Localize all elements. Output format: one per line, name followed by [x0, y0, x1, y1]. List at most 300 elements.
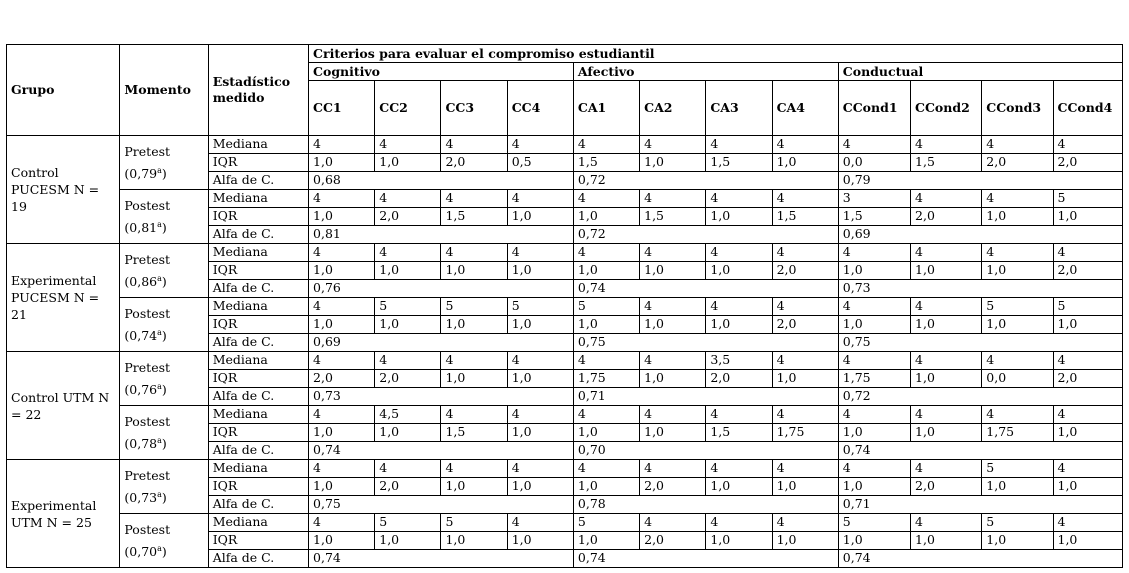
alfa-value-cell: 0,70	[573, 442, 838, 460]
mediana-value-cell: 4	[640, 514, 706, 532]
mediana-value-cell: 4	[838, 136, 910, 154]
statistic-label: IQR	[208, 424, 308, 442]
statistic-label: Alfa de C.	[208, 550, 308, 568]
moment-alpha-superscript: a	[157, 435, 162, 445]
mediana-value-cell: 4	[838, 298, 910, 316]
iqr-value-cell: 1,0	[838, 532, 910, 550]
moment-alpha-superscript: a	[157, 165, 162, 175]
iqr-value-cell: 2,0	[772, 316, 838, 334]
statistic-label: IQR	[208, 478, 308, 496]
dimension-header-afectivo: Afectivo	[573, 63, 838, 81]
moment-alpha-superscript: a	[157, 543, 162, 553]
moment-alpha-value: (0,81	[124, 219, 158, 235]
moment-alpha-close: )	[161, 543, 167, 559]
group-header: Grupo	[7, 45, 120, 136]
iqr-value-cell: 1,0	[772, 532, 838, 550]
iqr-value-cell: 2,0	[640, 532, 706, 550]
mediana-value-cell: 4	[507, 406, 573, 424]
mediana-value-cell: 4	[507, 244, 573, 262]
moment-cell	[120, 190, 208, 244]
statistic-header	[208, 45, 308, 136]
statistic-label: Mediana	[208, 136, 308, 154]
column-header-cc1: CC1	[309, 81, 375, 136]
iqr-value-cell: 1,0	[507, 262, 573, 280]
moment-header: Momento	[120, 45, 208, 136]
iqr-value-cell: 1,0	[911, 262, 982, 280]
moment-label: Postest	[124, 521, 171, 537]
alfa-value-cell: 0,74	[838, 550, 1122, 568]
mediana-value-cell: 4	[772, 190, 838, 208]
iqr-value-cell: 1,75	[772, 424, 838, 442]
mediana-value-cell: 4	[375, 460, 441, 478]
moment-alpha-close: )	[161, 273, 167, 289]
moment-alpha-close: )	[161, 327, 167, 343]
mediana-value-cell: 4	[911, 406, 982, 424]
statistic-label: IQR	[208, 208, 308, 226]
iqr-value-cell: 1,0	[309, 154, 375, 172]
alfa-value-cell: 0,75	[309, 496, 574, 514]
column-header-cc2: CC2	[375, 81, 441, 136]
mediana-value-cell: 5	[573, 514, 639, 532]
table-row	[7, 406, 1123, 424]
iqr-value-cell: 1,5	[772, 208, 838, 226]
engagement-criteria-table	[6, 44, 1123, 568]
mediana-value-cell: 5	[375, 298, 441, 316]
moment-cell	[120, 136, 208, 190]
alfa-value-cell: 0,76	[309, 280, 574, 298]
statistic-label: Alfa de C.	[208, 496, 308, 514]
iqr-value-cell: 1,0	[441, 478, 507, 496]
mediana-value-cell: 4	[573, 190, 639, 208]
moment-label: Pretest	[124, 251, 171, 267]
iqr-value-cell: 1,0	[911, 532, 982, 550]
iqr-value-cell: 1,0	[375, 532, 441, 550]
moment-alpha-close: )	[161, 165, 167, 181]
table-row	[7, 136, 1123, 154]
iqr-value-cell: 2,0	[375, 370, 441, 388]
moment-alpha-superscript: a	[157, 273, 162, 283]
moment-alpha-close: )	[161, 489, 167, 505]
iqr-value-cell: 1,0	[640, 370, 706, 388]
mediana-value-cell: 4	[309, 406, 375, 424]
mediana-value-cell: 4	[309, 136, 375, 154]
mediana-value-cell: 4	[573, 406, 639, 424]
iqr-value-cell: 1,0	[375, 316, 441, 334]
column-header-ca4: CA4	[772, 81, 838, 136]
iqr-value-cell: 1,0	[309, 262, 375, 280]
alfa-value-cell: 0,81	[309, 226, 574, 244]
mediana-value-cell: 4	[838, 406, 910, 424]
iqr-value-cell: 2,0	[1053, 370, 1123, 388]
mediana-value-cell: 4	[640, 136, 706, 154]
alfa-value-cell: 0,74	[573, 280, 838, 298]
iqr-value-cell: 1,0	[640, 316, 706, 334]
iqr-value-cell: 1,0	[573, 478, 639, 496]
statistic-label: Alfa de C.	[208, 280, 308, 298]
alfa-value-cell: 0,78	[573, 496, 838, 514]
mediana-value-cell: 5	[1053, 190, 1123, 208]
iqr-value-cell: 1,75	[982, 424, 1053, 442]
mediana-value-cell: 4	[1053, 406, 1123, 424]
mediana-value-cell: 4	[911, 352, 982, 370]
mediana-value-cell: 4	[911, 514, 982, 532]
iqr-value-cell: 1,0	[573, 208, 639, 226]
iqr-value-cell: 0,5	[507, 154, 573, 172]
mediana-value-cell: 4	[375, 190, 441, 208]
iqr-value-cell: 1,0	[507, 208, 573, 226]
iqr-value-cell: 2,0	[1053, 154, 1123, 172]
moment-cell	[120, 406, 208, 460]
moment-label: Postest	[124, 413, 171, 429]
mediana-value-cell: 4	[706, 298, 772, 316]
moment-alpha-value: (0,74	[124, 327, 158, 343]
iqr-value-cell: 2,0	[309, 370, 375, 388]
alfa-value-cell: 0,73	[838, 280, 1122, 298]
iqr-value-cell: 2,0	[772, 262, 838, 280]
mediana-value-cell: 4	[441, 190, 507, 208]
mediana-value-cell: 4	[375, 244, 441, 262]
iqr-value-cell: 1,0	[706, 316, 772, 334]
moment-label: Postest	[124, 197, 171, 213]
moment-alpha-value: (0,70	[124, 543, 158, 559]
column-header-ca3: CA3	[706, 81, 772, 136]
iqr-value-cell: 1,0	[706, 478, 772, 496]
mediana-value-cell: 4	[772, 460, 838, 478]
iqr-value-cell: 1,0	[507, 532, 573, 550]
iqr-value-cell: 2,0	[982, 154, 1053, 172]
iqr-value-cell: 1,0	[573, 316, 639, 334]
mediana-value-cell: 4	[309, 460, 375, 478]
iqr-value-cell: 1,0	[911, 424, 982, 442]
alfa-value-cell: 0,73	[309, 388, 574, 406]
iqr-value-cell: 1,0	[309, 424, 375, 442]
mediana-value-cell: 4	[441, 352, 507, 370]
mediana-value-cell: 4,5	[375, 406, 441, 424]
column-header-ccond4: CCond4	[1053, 81, 1123, 136]
mediana-value-cell: 5	[441, 298, 507, 316]
statistic-label: Alfa de C.	[208, 388, 308, 406]
statistic-label: Alfa de C.	[208, 172, 308, 190]
dimension-header-cognitivo: Cognitivo	[309, 63, 574, 81]
moment-alpha-close: )	[161, 381, 167, 397]
iqr-value-cell: 1,0	[706, 262, 772, 280]
iqr-value-cell: 1,0	[1053, 424, 1123, 442]
alfa-value-cell: 0,75	[573, 334, 838, 352]
mediana-value-cell: 4	[982, 406, 1053, 424]
mediana-value-cell: 4	[706, 406, 772, 424]
mediana-value-cell: 4	[309, 514, 375, 532]
mediana-value-cell: 4	[441, 136, 507, 154]
mediana-value-cell: 4	[772, 244, 838, 262]
group-cell: Control UTM N = 22	[7, 352, 120, 460]
statistic-label: Mediana	[208, 190, 308, 208]
iqr-value-cell: 1,0	[838, 316, 910, 334]
moment-alpha-superscript: a	[157, 381, 162, 391]
iqr-value-cell: 1,0	[441, 370, 507, 388]
mediana-value-cell: 4	[772, 352, 838, 370]
iqr-value-cell: 1,5	[838, 208, 910, 226]
mediana-value-cell: 4	[982, 136, 1053, 154]
moment-label: Postest	[124, 305, 171, 321]
mediana-value-cell: 5	[838, 514, 910, 532]
column-header-cc3: CC3	[441, 81, 507, 136]
iqr-value-cell: 1,0	[1053, 208, 1123, 226]
iqr-value-cell: 1,0	[640, 154, 706, 172]
iqr-value-cell: 1,0	[706, 532, 772, 550]
iqr-value-cell: 2,0	[441, 154, 507, 172]
mediana-value-cell: 4	[911, 460, 982, 478]
alfa-value-cell: 0,75	[838, 334, 1122, 352]
iqr-value-cell: 1,0	[375, 154, 441, 172]
mediana-value-cell: 4	[838, 244, 910, 262]
group-cell: Experimental UTM N = 25	[7, 460, 120, 568]
statistic-label: Mediana	[208, 244, 308, 262]
iqr-value-cell: 1,0	[309, 316, 375, 334]
alfa-value-cell: 0,69	[838, 226, 1122, 244]
mediana-value-cell: 4	[640, 244, 706, 262]
column-header-ca2: CA2	[640, 81, 706, 136]
column-header-ca1: CA1	[573, 81, 639, 136]
table-row	[7, 244, 1123, 262]
moment-cell	[120, 298, 208, 352]
mediana-value-cell: 5	[982, 514, 1053, 532]
moment-alpha-value: (0,86	[124, 273, 158, 289]
moment-cell	[120, 460, 208, 514]
iqr-value-cell: 1,0	[911, 316, 982, 334]
iqr-value-cell: 1,0	[441, 316, 507, 334]
iqr-value-cell: 1,0	[982, 208, 1053, 226]
mediana-value-cell: 4	[1053, 136, 1123, 154]
group-cell: Control PUCESM N = 19	[7, 136, 120, 244]
mediana-value-cell: 4	[1053, 514, 1123, 532]
statistic-label: IQR	[208, 316, 308, 334]
mediana-value-cell: 4	[706, 136, 772, 154]
statistic-label: IQR	[208, 154, 308, 172]
mediana-value-cell: 4	[772, 514, 838, 532]
moment-alpha-close: )	[161, 435, 167, 451]
iqr-value-cell: 1,0	[838, 262, 910, 280]
iqr-value-cell: 1,5	[640, 208, 706, 226]
mediana-value-cell: 4	[911, 244, 982, 262]
mediana-value-cell: 4	[309, 298, 375, 316]
iqr-value-cell: 1,75	[573, 370, 639, 388]
iqr-value-cell: 1,0	[838, 478, 910, 496]
iqr-value-cell: 1,0	[911, 370, 982, 388]
mediana-value-cell: 4	[507, 136, 573, 154]
mediana-value-cell: 4	[1053, 244, 1123, 262]
mediana-value-cell: 5	[982, 298, 1053, 316]
moment-alpha-close: )	[161, 219, 167, 235]
statistic-label: Mediana	[208, 298, 308, 316]
iqr-value-cell: 1,0	[309, 208, 375, 226]
mediana-value-cell: 4	[911, 136, 982, 154]
table-row	[7, 460, 1123, 478]
mediana-value-cell: 4	[640, 460, 706, 478]
statistic-label: Mediana	[208, 514, 308, 532]
iqr-value-cell: 1,5	[706, 154, 772, 172]
mediana-value-cell: 4	[640, 352, 706, 370]
mediana-value-cell: 4	[772, 298, 838, 316]
iqr-value-cell: 1,0	[1053, 532, 1123, 550]
iqr-value-cell: 2,0	[375, 208, 441, 226]
iqr-value-cell: 1,75	[838, 370, 910, 388]
mediana-value-cell: 4	[309, 244, 375, 262]
moment-cell	[120, 244, 208, 298]
moment-label: Pretest	[124, 467, 171, 483]
alfa-value-cell: 0,68	[309, 172, 574, 190]
moment-alpha-value: (0,79	[124, 165, 158, 181]
iqr-value-cell: 1,0	[573, 424, 639, 442]
mediana-value-cell: 5	[573, 298, 639, 316]
iqr-value-cell: 1,0	[982, 316, 1053, 334]
mediana-value-cell: 4	[1053, 460, 1123, 478]
mediana-value-cell: 4	[772, 406, 838, 424]
iqr-value-cell: 1,0	[772, 154, 838, 172]
alfa-value-cell: 0,74	[838, 442, 1122, 460]
iqr-value-cell: 1,5	[911, 154, 982, 172]
moment-alpha-superscript: a	[157, 219, 162, 229]
mediana-value-cell: 4	[838, 460, 910, 478]
iqr-value-cell: 1,0	[507, 478, 573, 496]
statistic-label: Mediana	[208, 406, 308, 424]
alfa-value-cell: 0,71	[838, 496, 1122, 514]
mediana-value-cell: 4	[838, 352, 910, 370]
moment-alpha-value: (0,78	[124, 435, 158, 451]
alfa-value-cell: 0,72	[573, 226, 838, 244]
statistic-label: Alfa de C.	[208, 226, 308, 244]
iqr-value-cell: 1,0	[838, 424, 910, 442]
mediana-value-cell: 4	[441, 460, 507, 478]
moment-cell	[120, 352, 208, 406]
statistic-label: IQR	[208, 370, 308, 388]
iqr-value-cell: 1,0	[375, 262, 441, 280]
column-header-ccond1: CCond1	[838, 81, 910, 136]
mediana-value-cell: 4	[573, 136, 639, 154]
mediana-value-cell: 4	[441, 244, 507, 262]
iqr-value-cell: 1,0	[309, 532, 375, 550]
alfa-value-cell: 0,69	[309, 334, 574, 352]
iqr-value-cell: 1,0	[441, 532, 507, 550]
iqr-value-cell: 0,0	[982, 370, 1053, 388]
statistic-label: Mediana	[208, 352, 308, 370]
alfa-value-cell: 0,71	[573, 388, 838, 406]
iqr-value-cell: 1,0	[441, 262, 507, 280]
mediana-value-cell: 4	[706, 190, 772, 208]
iqr-value-cell: 0,0	[838, 154, 910, 172]
iqr-value-cell: 1,0	[1053, 478, 1123, 496]
mediana-value-cell: 4	[507, 460, 573, 478]
mediana-value-cell: 4	[982, 352, 1053, 370]
statistic-label: IQR	[208, 262, 308, 280]
mediana-value-cell: 5	[441, 514, 507, 532]
mediana-value-cell: 4	[573, 460, 639, 478]
mediana-value-cell: 4	[911, 190, 982, 208]
iqr-value-cell: 1,0	[375, 424, 441, 442]
mediana-value-cell: 4	[640, 298, 706, 316]
moment-alpha-superscript: a	[157, 327, 162, 337]
alfa-value-cell: 0,79	[838, 172, 1122, 190]
iqr-value-cell: 2,0	[706, 370, 772, 388]
table-row	[7, 298, 1123, 316]
mediana-value-cell: 4	[441, 406, 507, 424]
mediana-value-cell: 4	[573, 244, 639, 262]
mediana-value-cell: 4	[640, 406, 706, 424]
iqr-value-cell: 2,0	[911, 478, 982, 496]
mediana-value-cell: 5	[507, 298, 573, 316]
moment-alpha-value: (0,73	[124, 489, 158, 505]
iqr-value-cell: 1,0	[982, 532, 1053, 550]
alfa-value-cell: 0,74	[573, 550, 838, 568]
statistic-header-line2: medido	[212, 90, 265, 105]
statistic-label: Alfa de C.	[208, 442, 308, 460]
statistic-header-line1: Estadístico	[212, 74, 291, 89]
mediana-value-cell: 4	[982, 190, 1053, 208]
iqr-value-cell: 2,0	[1053, 262, 1123, 280]
mediana-value-cell: 4	[706, 460, 772, 478]
table-row	[7, 352, 1123, 370]
mediana-value-cell: 5	[375, 514, 441, 532]
table-row	[7, 514, 1123, 532]
iqr-value-cell: 2,0	[640, 478, 706, 496]
mediana-value-cell: 4	[507, 352, 573, 370]
moment-label: Pretest	[124, 143, 171, 159]
iqr-value-cell: 1,0	[982, 262, 1053, 280]
criteria-header: Criterios para evaluar el compromiso estudiantil	[309, 45, 1123, 63]
iqr-value-cell: 1,5	[441, 424, 507, 442]
iqr-value-cell: 1,0	[640, 262, 706, 280]
mediana-value-cell: 3,5	[706, 352, 772, 370]
iqr-value-cell: 2,0	[911, 208, 982, 226]
iqr-value-cell: 2,0	[375, 478, 441, 496]
statistic-label: Mediana	[208, 460, 308, 478]
iqr-value-cell: 1,5	[573, 154, 639, 172]
alfa-value-cell: 0,72	[573, 172, 838, 190]
iqr-value-cell: 1,0	[309, 478, 375, 496]
mediana-value-cell: 4	[911, 298, 982, 316]
mediana-value-cell: 5	[1053, 298, 1123, 316]
mediana-value-cell: 4	[507, 190, 573, 208]
moment-cell	[120, 514, 208, 568]
mediana-value-cell: 4	[375, 352, 441, 370]
iqr-value-cell: 1,0	[507, 316, 573, 334]
moment-label: Pretest	[124, 359, 171, 375]
iqr-value-cell: 1,0	[640, 424, 706, 442]
alfa-value-cell: 0,74	[309, 442, 574, 460]
mediana-value-cell: 4	[573, 352, 639, 370]
iqr-value-cell: 1,0	[573, 532, 639, 550]
dimension-header-conductual: Conductual	[838, 63, 1122, 81]
iqr-value-cell: 1,0	[573, 262, 639, 280]
column-header-cc4: CC4	[507, 81, 573, 136]
mediana-value-cell: 3	[838, 190, 910, 208]
mediana-value-cell: 4	[706, 514, 772, 532]
mediana-value-cell: 4	[375, 136, 441, 154]
iqr-value-cell: 1,0	[772, 478, 838, 496]
mediana-value-cell: 4	[309, 352, 375, 370]
iqr-value-cell: 1,5	[706, 424, 772, 442]
iqr-value-cell: 1,0	[982, 478, 1053, 496]
mediana-value-cell: 4	[1053, 352, 1123, 370]
iqr-value-cell: 1,0	[706, 208, 772, 226]
mediana-value-cell: 4	[640, 190, 706, 208]
moment-alpha-superscript: a	[157, 489, 162, 499]
column-header-ccond3: CCond3	[982, 81, 1053, 136]
mediana-value-cell: 4	[309, 190, 375, 208]
column-header-ccond2: CCond2	[911, 81, 982, 136]
iqr-value-cell: 1,5	[441, 208, 507, 226]
iqr-value-cell: 1,0	[772, 370, 838, 388]
alfa-value-cell: 0,74	[309, 550, 574, 568]
